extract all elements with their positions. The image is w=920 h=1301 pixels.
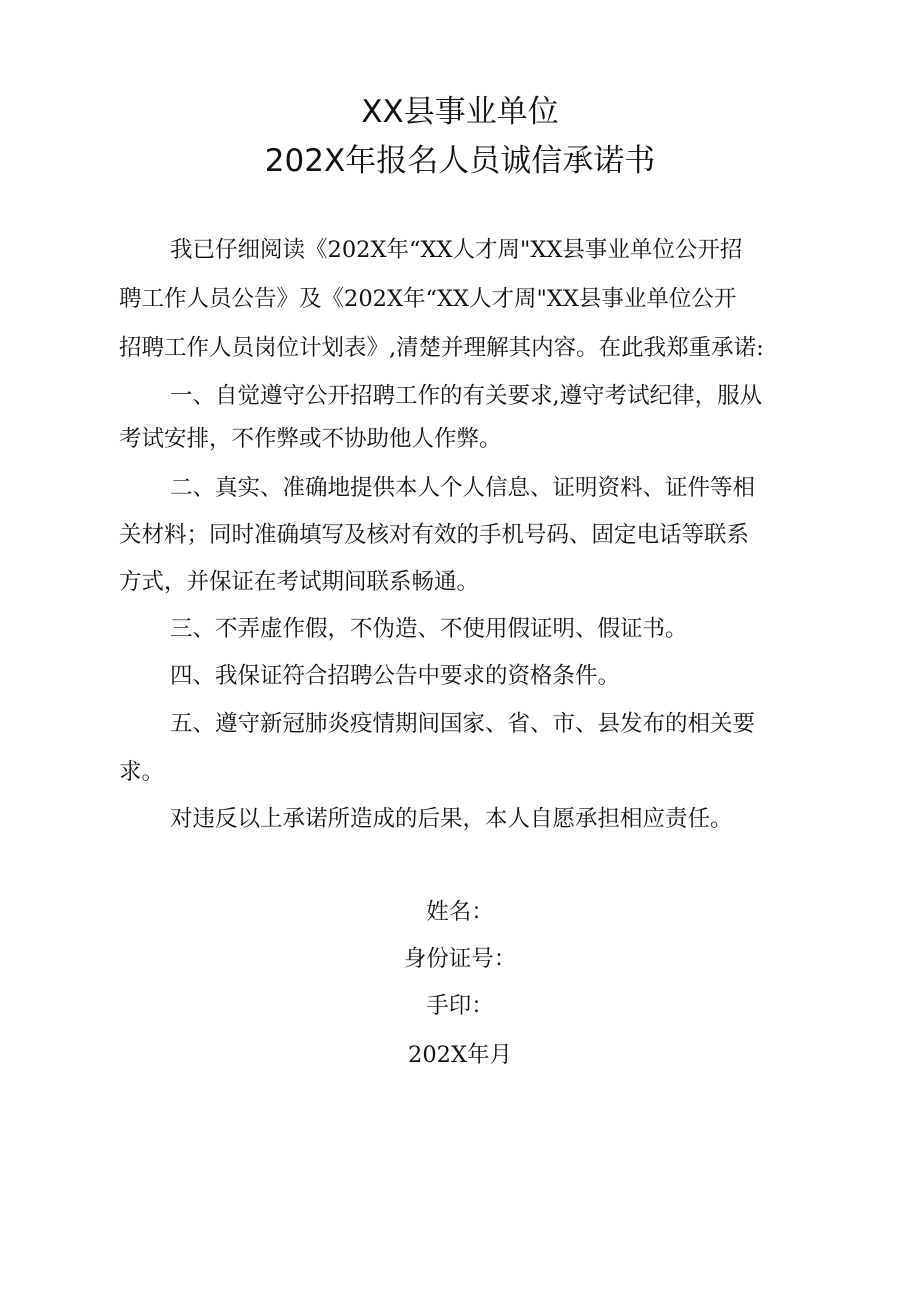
body-line: 聘工作人员公告》及《202X年“XX人才周"XX县事业单位公开 bbox=[119, 286, 737, 312]
body-line: 求。 bbox=[119, 759, 165, 785]
document-title-line2: 202X年报名人员诚信承诺书 bbox=[264, 143, 656, 179]
body-line: 五、遵守新冠肺炎疫情期间国家、省、市、县发布的相关要 bbox=[170, 711, 756, 737]
body-line: 四、我保证符合招聘公告中要求的资格条件。 bbox=[170, 663, 621, 689]
signature-fingerprint-label: 手印： bbox=[426, 993, 494, 1019]
body-line: 一、自觉遵守公开招聘工作的有关要求,遵守考试纪律，服从 bbox=[170, 383, 763, 409]
body-line: 考试安排，不作弊或不协助他人作弊。 bbox=[119, 426, 502, 452]
document-title-line1: XX县事业单位 bbox=[361, 94, 559, 130]
body-line: 三、不弄虚作假，不伪造、不使用假证明、假证书。 bbox=[170, 616, 688, 642]
body-line: 关材料；同时准确填写及核对有效的手机号码、固定电话等联系 bbox=[119, 522, 750, 548]
signature-date-label: 202X年月 bbox=[408, 1042, 512, 1068]
body-line: 招聘工作人员岗位计划表》,清楚并理解其内容。在此我郑重承诺: bbox=[119, 335, 764, 361]
body-line: 二、真实、准确地提供本人个人信息、证明资料、证件等相 bbox=[170, 475, 756, 501]
body-line: 我已仔细阅读《202X年“XX人才周"XX县事业单位公开招 bbox=[170, 237, 743, 263]
signature-id-label: 身份证号： bbox=[403, 946, 517, 972]
body-line: 对违反以上承诺所造成的后果，本人自愿承担相应责任。 bbox=[170, 806, 733, 832]
signature-name-label: 姓名： bbox=[426, 899, 494, 925]
body-line: 方式，并保证在考试期间联系畅通。 bbox=[119, 569, 480, 595]
